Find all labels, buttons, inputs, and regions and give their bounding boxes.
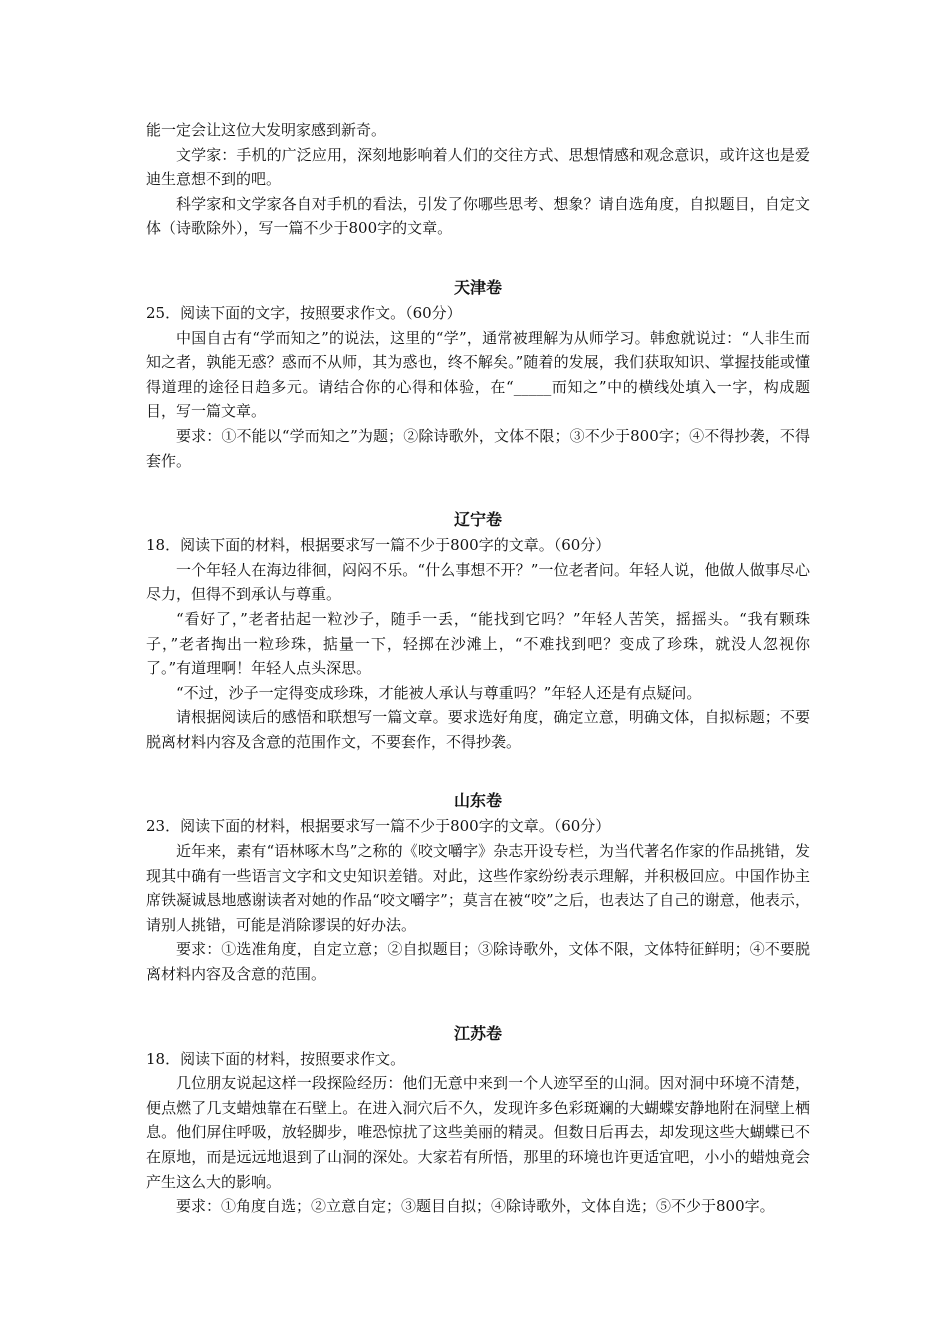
question-heading: 23．阅读下面的材料，根据要求写一篇不少于800字的文章。（60分）	[146, 817, 611, 836]
question-heading: 25．阅读下面的文字，按照要求作文。（60分）	[146, 303, 462, 322]
section-title: 天津卷	[453, 277, 502, 297]
section-title: 江苏卷	[453, 1023, 502, 1043]
section-title: 辽宁卷	[453, 510, 502, 530]
question-heading: 18．阅读下面的材料，按照要求作文。	[146, 1049, 406, 1068]
question-paragraph: “看好了，”老者拈起一粒沙子，随手一丢，“能找到它吗？”年轻人苦笑，摇摇头。“我有颗珠子，”老者掏出一粒珍珠，掂量一下，轻掷在沙滩上，“不难找到吧？变成了珍珠，就没人忽视你了。”有道理啊！年轻人点头深思。	[146, 609, 810, 678]
section-tianjin	[146, 275, 810, 473]
question-paragraph: 一个年轻人在海边徘徊，闷闷不乐。“什么事想不开？”一位老者问。年轻人说，他做人做事尽心尽力，但得不到承认与尊重。	[146, 560, 810, 604]
question-requirements: 要求：①角度自选；②立意自定；③题目自拟；④除诗歌外，文体自选；⑤不少于800字。	[176, 1197, 775, 1216]
section-shandong	[146, 788, 810, 986]
question-requirements: 要求：①不能以“学而知之”为题；②除诗歌外，文体不限；③不少于800字；④不得抄袭，不得套作。	[146, 426, 810, 470]
question-requirements: 要求：①选准角度，自定立意；②自拟题目；③除诗歌外，文体不限，文体特征鲜明；④不要脱离材料内容及含意的范围。	[146, 940, 810, 984]
question-paragraph: 中国自古有“学而知之”的说法，这里的“学”，通常被理解为从师学习。韩愈就说过：“人非生而知之者，孰能无惑？惑而不从师，其为惑也，终不解矣。”随着的发展，我们获取知识、掌握技能或懂得道理的途径日趋多元。请结合你的心得和体验，在“_____而知之”中的横线处填入一字，构成题目，写一篇文章。	[146, 328, 810, 421]
question-heading: 18．阅读下面的材料，根据要求写一篇不少于800字的文章。（60分）	[146, 536, 611, 555]
question-paragraph: 近年来，素有“语林啄木鸟”之称的《咬文嚼字》杂志开设专栏，为当代著名作家的作品挑错，发现其中确有一些语言文字和文史知识差错。对此，这些作家纷纷表示理解，并积极回应。中国作协主席铁凝诚恳地感谢读者对她的作品“咬文嚼字”；莫言在被“咬”之后，也表达了自己的谢意，他表示，请别人挑错，可能是消除谬误的好办法。	[146, 842, 810, 934]
question-paragraph: “不过，沙子一定得变成珍珠，才能被人承认与尊重吗？”年轻人还是有点疑问。	[176, 683, 702, 702]
intro-paragraph-continuation: 能一定会让这位大发明家感到新奇。	[146, 121, 387, 139]
document-page	[146, 118, 810, 1219]
section-jiangsu	[146, 1021, 810, 1219]
question-requirements: 请根据阅读后的感悟和联想写一篇文章。要求选好角度，确定立意，明确文体，自拟标题；不要脱离材料内容及含意的范围作文，不要套作，不得抄袭。	[146, 708, 810, 751]
section-liaoning	[146, 507, 810, 754]
section-title: 山东卷	[453, 791, 502, 811]
intro-paragraph-prompt: 科学家和文学家各自对手机的看法，引发了你哪些思考、想象？请自选角度，自拟题目，自定文体（诗歌除外），写一篇不少于800字的文章。	[146, 194, 810, 238]
intro-paragraph-literary: 文学家：手机的广泛应用，深刻地影响着人们的交往方式、思想情感和观念意识，或许这也是爱迪生意想不到的吧。	[146, 145, 810, 189]
intro-block	[146, 118, 810, 241]
question-paragraph: 几位朋友说起这样一段探险经历：他们无意中来到一个人迹罕至的山洞。因对洞中环境不清楚，便点燃了几支蜡烛靠在石壁上。在进入洞穴后不久，发现许多色彩斑斓的大蝴蝶安静地附在洞壁上栖息。他们屏住呼吸，放轻脚步，唯恐惊扰了这些美丽的精灵。但数日后再去，却发现这些大蝴蝶已不在原地，而是远远地退到了山洞的深处。大家若有所悟，那里的环境也许更适宜吧，小小的蜡烛竟会产生这么大的影响。	[146, 1074, 810, 1191]
